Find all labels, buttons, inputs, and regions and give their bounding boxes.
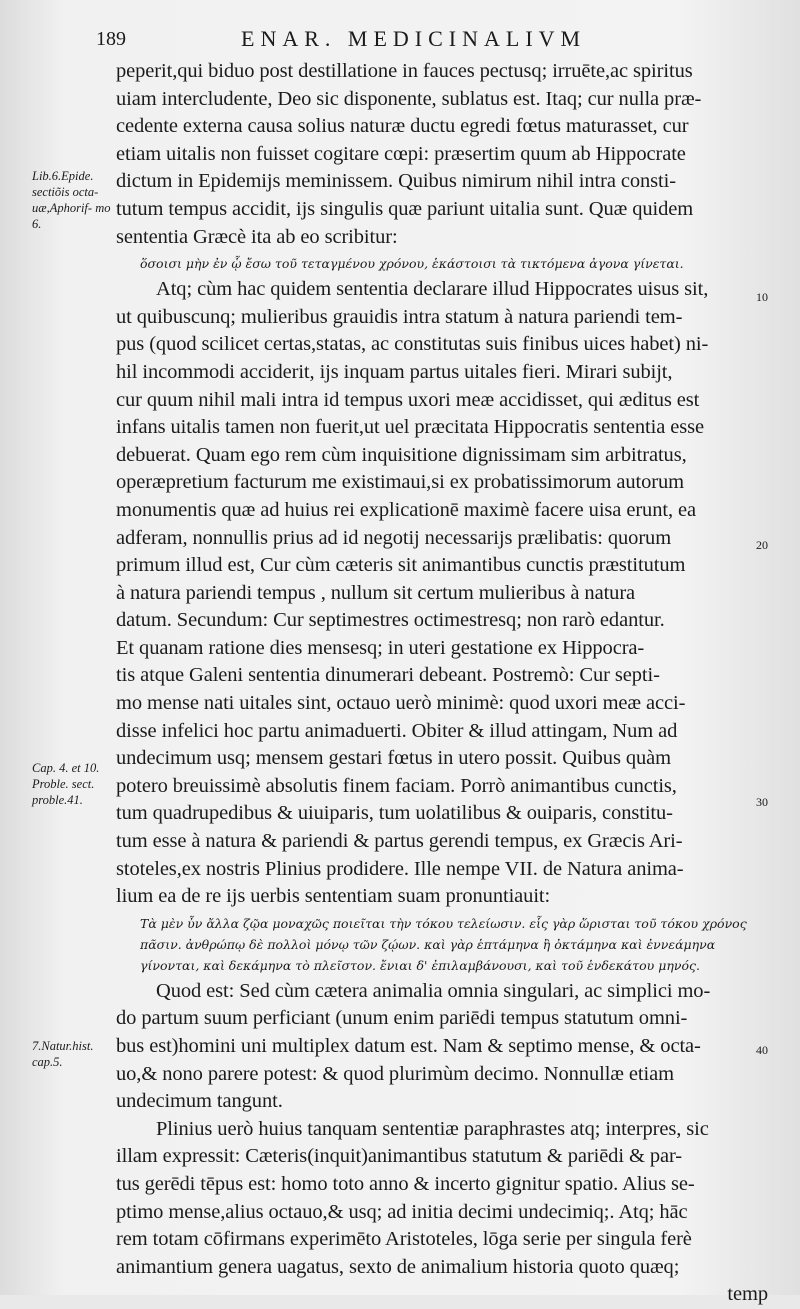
text-line: operæpretium facturum me existimaui,si ex probatissimorum autorum [116, 471, 684, 494]
text-line: animantium genera uagatus, sexto de animalium historia quoto quæq; [116, 1255, 680, 1278]
text-line: infans uitalis tamen non fuerit,ut uel præcitata Hippocratis sententia esse [116, 416, 704, 439]
text-line: bus est)homini uni multiplex datum est. Nam & septimo mense, & octa- [116, 1035, 701, 1057]
text-line: ut quibuscunq; mulieribus grauidis intra statum à natura pariendi tem- [116, 305, 683, 328]
text-line: mo mense nati uitales sint, octauo uerò minimè: quod uxori meæ acci- [116, 692, 686, 715]
greek-quotation [116, 253, 786, 274]
paragraph [116, 978, 786, 1116]
line-number: 30 [756, 795, 768, 809]
text-line: uo,& nono parere potest: & quod plurimùm decimo. Nonnullæ etiam [116, 1062, 674, 1085]
text-line: undecimum tangunt. [116, 1090, 283, 1113]
page-header [96, 22, 776, 51]
text-line: primum illud est, Cur cùm cæteris sit animantibus cunctis præstitutum [116, 554, 686, 577]
text-line: Et quanam ratione dies mensesq; in uteri gestatione ex Hippocra- [116, 636, 645, 659]
page-number: 189 [96, 28, 126, 50]
text-line: debuerat. Quam ego rem cùm inquisitione dignissimam sim arbitratus, [116, 443, 687, 466]
text-line: datum. Secundum: Cur septimestres octimestresq; non rarò edantur. [116, 609, 665, 632]
catchword: temp [727, 1283, 768, 1306]
text-line: tis atque Galeni sententia dinumerari debeant. Postremò: Cur septi- [116, 664, 660, 687]
main-text [116, 58, 786, 1309]
greek-line: πᾶσιν. ἀνθρώπῳ δὲ πολλοὶ μόνῳ τῶν ζῴων. καὶ γὰρ ἑπτάμηνα ἢ ὀκτάμηνα καὶ ἐννεάμηνα [140, 936, 716, 952]
line-number: 40 [756, 1043, 768, 1057]
text-line: Plinius uerò huius tanquam sententiæ paraphrastes atq; interpres, sic [156, 1117, 709, 1140]
text-line: undecimum usq; mensem gestari fœtus in utero possit. Quibus quàm [116, 747, 672, 770]
margin-note-epidemics: Lib.6.Epide. sectiõis octa-uæ,Aphorif- mo 6. [32, 169, 111, 231]
text-line: à natura pariendi tempus , nullum sit certum mulieribus à natura [116, 581, 636, 604]
text-line: Atq; cùm hac quidem sententia declarare illud Hippocrates uisus sit, [156, 278, 709, 301]
greek-quotation [116, 913, 786, 976]
text-line: do partum suum perficiant (unum enim pariēdi tempus statutum omni- [116, 1007, 688, 1030]
text-line: sententia Græcè ita ab eo scribitur: [116, 225, 398, 248]
text-line: hil incommodi acciderit, ijs inquam partus uitales fieri. Mirari subijt, [116, 360, 673, 383]
text-line: potero breuissimè absolutis finem faciam. Porrò animantibus cunctis, [116, 774, 677, 797]
text-line: peperit,qui biduo post destillatione in fauces pectusq; irruēte,ac spiritus [116, 60, 693, 82]
paragraph [116, 276, 786, 911]
text-line: dictum in Epidemijs meminissem. Quibus nimirum nihil intra consti- [116, 170, 676, 193]
margin-note-natural-history: 7.Natur.hist. cap.5. [32, 1039, 94, 1069]
text-line: pus (quod scilicet certas,statas, ac constitutas suis finibus uices habet) ni- [116, 333, 709, 356]
text-line: monumentis quæ ad huius rei explicationē maximè facere uisa erunt, ea [116, 498, 697, 521]
paragraph [116, 1116, 786, 1282]
running-head: ENAR. MEDICINALIVM [241, 26, 587, 51]
text-line: stoteles,ex nostris Plinius prodidere. Ille nempe VII. de Natura anima- [116, 857, 684, 880]
text-line: disse infelici hoc partu animaduerti. Obiter & illud attingam, Num ad [116, 719, 678, 742]
text-line: tum esse à natura & pariendi & partus gerendi tempus, ex Græcis Ari- [116, 830, 683, 853]
margin-note-problemata: Cap. 4. et 10. Proble. sect. proble.41. [32, 761, 100, 807]
text-line: cur quum nihil mali intra id tempus uxori meæ accidisset, qui æditus est [116, 388, 700, 411]
line-number: 20 [756, 538, 768, 552]
text-line: tus gerēdi tēpus est: homo toto anno & incerto gignitur spatio. Alius se- [116, 1172, 695, 1195]
text-line: etiam uitalis non fuisset cogitare cœpi: præsertim quum ab Hippocrate [116, 142, 686, 165]
text-line: cedente externa causa solius naturæ ductu egredi fœtus maturasset, cur [116, 115, 689, 138]
text-line: ptimo mense,alius octauo,& usq; ad initia decimi undecimiq;. Atq; hāc [116, 1200, 688, 1223]
line-number: 10 [756, 290, 768, 304]
greek-line: Τὰ μὲν ὖν ἄλλα ζῷα μοναχῶς ποιεῖται τὴν τόκου τελείωσιν. εἷς γὰρ ὥρισται τοῦ τόκου χρόνος [140, 915, 747, 931]
text-line: illam expressit: Cæteris(inquit)animantibus statutum & pariēdi & par- [116, 1145, 683, 1168]
text-line: adferam, nonnullis prius ad id negotij necessarijs prælibatis: quorum [116, 526, 672, 549]
text-line: lium ea de re ijs uerbis sententiam suam pronuntiauit: [116, 885, 551, 908]
paragraph [116, 58, 786, 251]
greek-line: ὅσοισι μὴν ἐν ᾧ ἔσω τοῦ τεταγμένου χρόνου, ἑκάστοισι τὰ τικτόμενα ἀγονα γίνεται. [140, 256, 684, 272]
text-line: uiam intercludente, Deo sic disponente, sublatus est. Itaq; cur nulla præ- [116, 87, 702, 110]
text-line: rem totam cōfirmans experimēto Aristoteles, lōga serie per singula ferè [116, 1228, 692, 1251]
text-line: tutum tempus accidit, ijs singulis quæ pariunt uitalia sunt. Quæ quidem [116, 197, 694, 220]
text-line: Quod est: Sed cùm cætera animalia omnia singulari, ac simplici mo- [156, 979, 711, 1002]
text-line: tum quadrupedibus & uiuiparis, tum uolatilibus & ouiparis, constitu- [116, 802, 673, 825]
greek-line: γίνονται, καὶ δεκάμηνα τὸ πλεῖστον. ἔνιαι δ' ἐπιλαμβάνουσι, καὶ τοῦ ἑνδεκάτου μηνός. [140, 957, 700, 973]
